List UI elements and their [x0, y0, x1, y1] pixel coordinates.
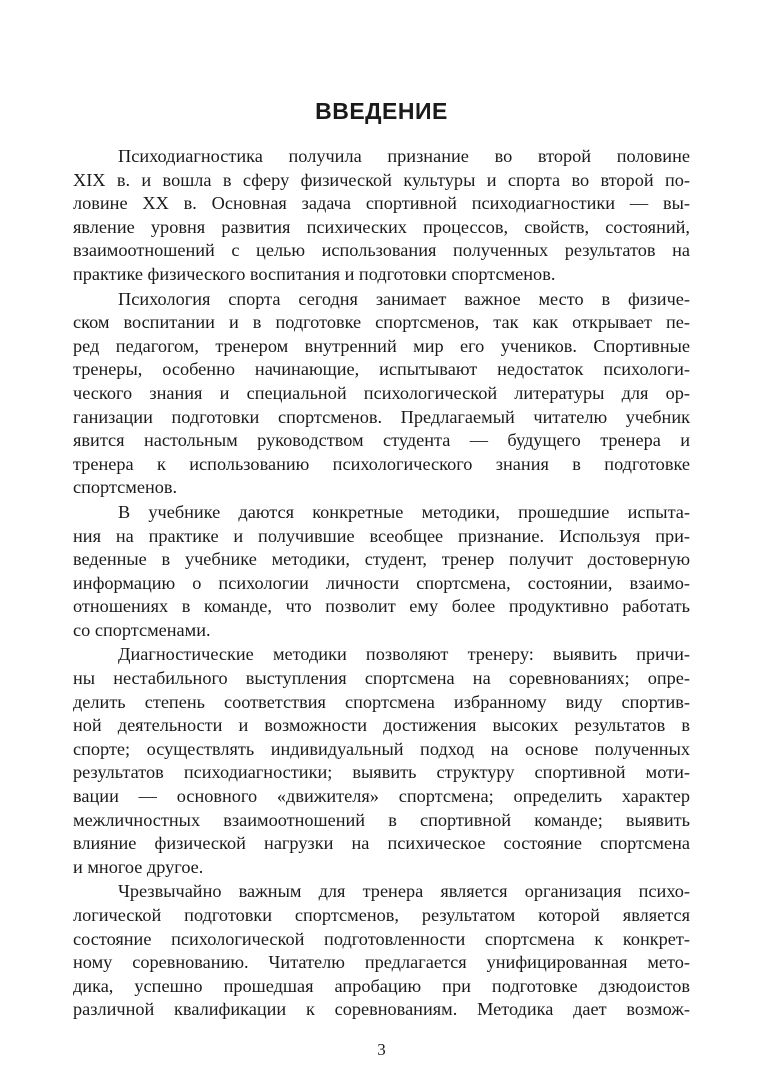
text-line: ной деятельности и возможности достижения высоких результатов в	[73, 715, 690, 736]
text-line: межличностных взаимоотношений в спортивной команде; выявить	[73, 809, 690, 830]
text-line: информацию о психологии личности спортсмена, состоянии, взаимо-	[73, 572, 690, 593]
text-line: ганизации подготовки спортсменов. Предлагаемый читателю учебник	[73, 406, 690, 427]
text-line: Психодиагностика получила признание во второй половине	[118, 146, 690, 166]
text-line: ны нестабильного выступления спортсмена на соревнованиях; опре-	[73, 668, 690, 689]
paragraph	[73, 288, 690, 500]
text-line: дика, успешно прошедшая апробацию при подготовке дзюдоистов	[73, 975, 690, 996]
text-line: состояние психологической подготовленности спортсмена к конкрет-	[73, 928, 690, 949]
text-line: веденные в учебнике методики, студент, тренер получит достоверную	[73, 549, 690, 570]
text-line: результатов психодиагностики; выявить структуру спортивной моти-	[73, 762, 690, 783]
text-line: ческого знания и специальной психологической литературы для ор-	[73, 382, 690, 403]
text-line: ловине XX в. Основная задача спортивной психодиагностики — вы-	[73, 193, 690, 214]
text-line: ния на практике и получившие всеобщее признание. Используя при-	[73, 525, 690, 546]
text-line: тренера к использованию психологического знания в подготовке	[73, 453, 690, 474]
text-line: тренеры, особенно начинающие, испытывают недостаток психологи-	[73, 359, 690, 380]
text-line: Психология спорта сегодня занимает важное место в физиче-	[118, 288, 690, 309]
text-line: В учебнике даются конкретные методики, прошедшие испыта-	[118, 501, 690, 522]
text-line: XIX в. и вошла в сферу физической культуры и спорта во второй по-	[73, 169, 690, 190]
text-line: ред педагогом, тренером внутренний мир его учеников. Спортивные	[73, 335, 690, 356]
paragraph	[73, 643, 690, 879]
text-line: различной квалификации к соревнованиям. Методика дает возмож-	[73, 999, 690, 1020]
paragraph	[73, 880, 690, 1022]
text-line: Диагностические методики позволяют тренеру: выявить причи-	[118, 644, 690, 665]
page-number: 3	[377, 1040, 386, 1059]
text-line: отношениях в команде, что позволит ему более продуктивно работать	[73, 596, 690, 617]
text-line: взаимоотношений с целью использования полученных результатов на	[73, 240, 690, 261]
paragraph	[73, 501, 690, 643]
text-line: Чрезвычайно важным для тренера является организация психо-	[118, 881, 690, 902]
paragraph	[73, 145, 690, 287]
text-line: логической подготовки спортсменов, результатом которой является	[73, 905, 690, 925]
text-line: спорте; осуществлять индивидуальный подход на основе полученных	[73, 738, 690, 759]
text-line: явится настольным руководством студента — будущего тренера и	[73, 430, 690, 451]
text-line: вации — основного «движителя» спортсмена; определить характер	[73, 786, 690, 807]
text-line: практике физического воспитания и подготовки спортсменов.	[73, 263, 556, 284]
text-line: спортсменов.	[73, 477, 178, 498]
text-line: влияние физической нагрузки на психическое состояние спортсмена	[73, 833, 690, 854]
text-line: делить степень соответствия спортсмена избранному виду спортив-	[73, 691, 690, 712]
text-line: ском воспитании и в подготовке спортсменов, так как открывает пе-	[73, 312, 690, 333]
text-line: и многое другое.	[73, 856, 204, 877]
text-line: ному соревнованию. Читателю предлагается унифицированная мето-	[73, 952, 690, 973]
page-title: ВВЕДЕНИЕ	[315, 98, 448, 124]
text-line: явление уровня развития психических процессов, свойств, состояний,	[73, 216, 690, 237]
body-text	[73, 145, 690, 1023]
text-line: со спортсменами.	[73, 619, 211, 640]
